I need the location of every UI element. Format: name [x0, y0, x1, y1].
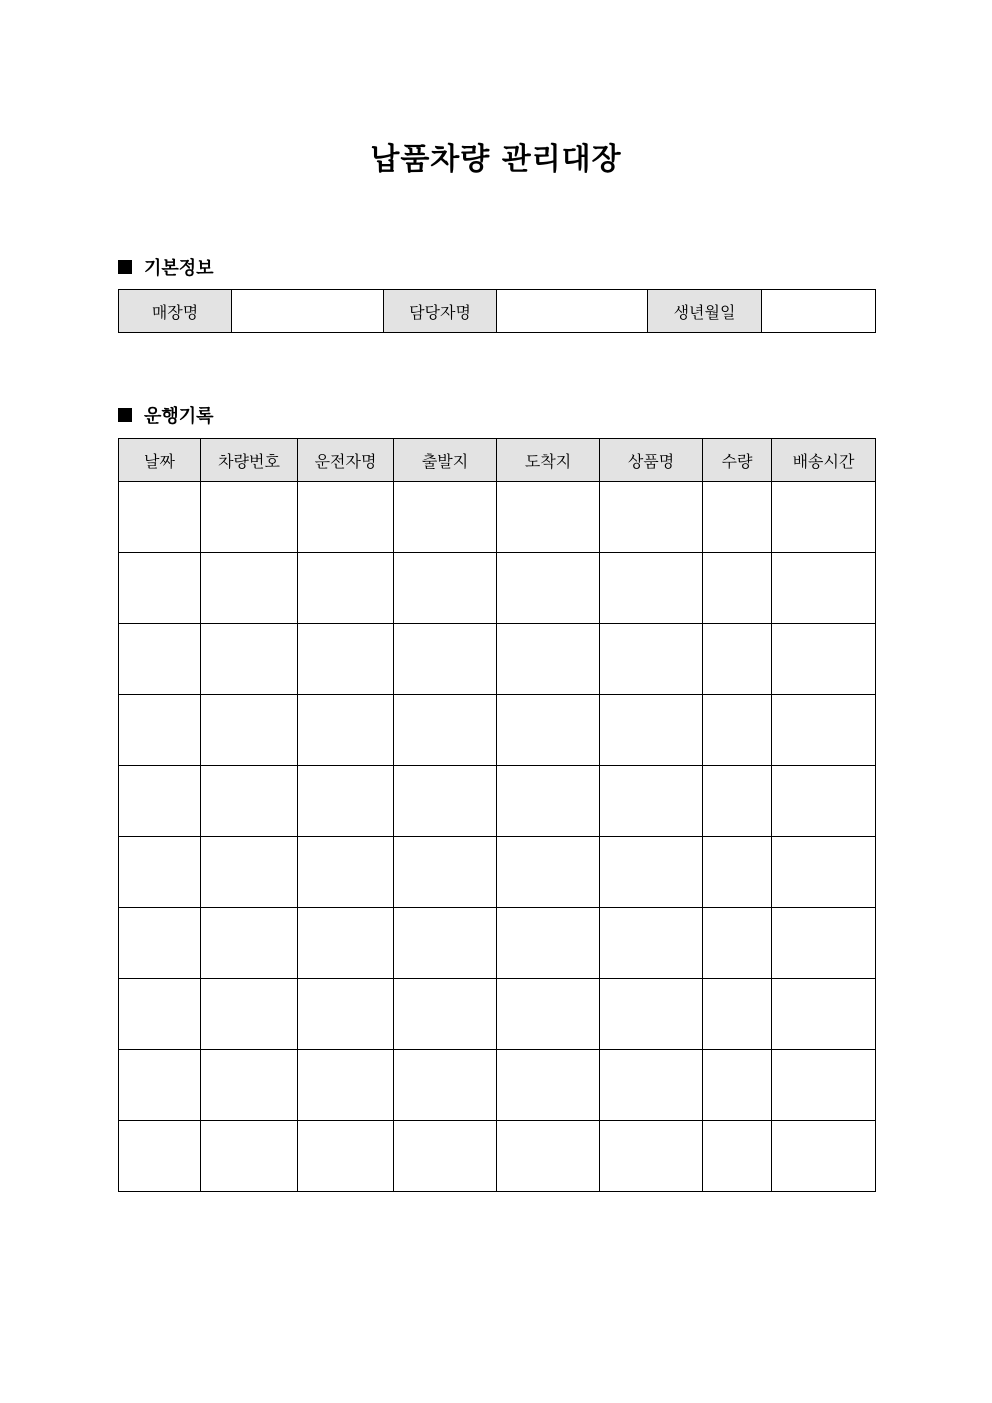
birth-date-label: 생년월일: [648, 290, 762, 333]
store-name-label: 매장명: [119, 290, 232, 333]
table-cell[interactable]: [119, 553, 201, 624]
table-cell[interactable]: [703, 1050, 772, 1121]
table-cell[interactable]: [497, 766, 600, 837]
store-name-field[interactable]: [232, 290, 384, 333]
section-heading-basic-info: [118, 254, 214, 280]
table-row: [119, 766, 876, 837]
table-cell[interactable]: [772, 695, 876, 766]
table-cell[interactable]: [119, 695, 201, 766]
table-cell[interactable]: [703, 908, 772, 979]
table-row: [119, 482, 876, 553]
basic-info-table: [118, 289, 876, 333]
section-heading-label: 운행기록: [144, 406, 214, 427]
table-cell[interactable]: [119, 1050, 201, 1121]
table-cell[interactable]: [201, 837, 298, 908]
table-cell[interactable]: [703, 553, 772, 624]
table-cell[interactable]: [497, 553, 600, 624]
table-header-row: [119, 439, 876, 482]
table-cell[interactable]: [600, 837, 703, 908]
table-cell[interactable]: [703, 1121, 772, 1192]
table-cell[interactable]: [772, 553, 876, 624]
table-cell[interactable]: [394, 908, 497, 979]
manager-name-field[interactable]: [497, 290, 648, 333]
table-cell[interactable]: [119, 837, 201, 908]
table-cell[interactable]: [119, 908, 201, 979]
table-cell[interactable]: [600, 482, 703, 553]
table-cell[interactable]: [119, 1121, 201, 1192]
table-cell[interactable]: [201, 695, 298, 766]
table-cell[interactable]: [394, 624, 497, 695]
table-cell[interactable]: [772, 837, 876, 908]
table-cell[interactable]: [119, 766, 201, 837]
table-cell[interactable]: [600, 1050, 703, 1121]
table-cell[interactable]: [298, 766, 394, 837]
table-row: [119, 1121, 876, 1192]
table-cell[interactable]: [772, 1121, 876, 1192]
record-table-body: [119, 482, 876, 1192]
table-cell[interactable]: [394, 1050, 497, 1121]
table-row: [119, 979, 876, 1050]
table-cell[interactable]: [394, 766, 497, 837]
table-cell[interactable]: [772, 624, 876, 695]
table-cell[interactable]: [201, 482, 298, 553]
table-cell[interactable]: [394, 482, 497, 553]
table-cell[interactable]: [298, 979, 394, 1050]
table-cell[interactable]: [497, 482, 600, 553]
table-cell[interactable]: [772, 908, 876, 979]
table-cell[interactable]: [298, 908, 394, 979]
table-cell[interactable]: [201, 1121, 298, 1192]
table-cell[interactable]: [600, 553, 703, 624]
table-cell[interactable]: [201, 766, 298, 837]
section-heading-label: 기본정보: [144, 258, 214, 279]
table-cell[interactable]: [497, 1121, 600, 1192]
table-cell[interactable]: [298, 1121, 394, 1192]
column-header-product-name: 상품명: [600, 439, 703, 482]
table-cell[interactable]: [600, 908, 703, 979]
table-cell[interactable]: [772, 766, 876, 837]
table-cell[interactable]: [201, 979, 298, 1050]
table-cell[interactable]: [703, 979, 772, 1050]
driving-record-table: [118, 438, 876, 1192]
table-cell[interactable]: [497, 908, 600, 979]
table-row: [119, 553, 876, 624]
table-cell[interactable]: [119, 979, 201, 1050]
table-cell[interactable]: [703, 766, 772, 837]
table-cell[interactable]: [600, 695, 703, 766]
table-cell[interactable]: [703, 695, 772, 766]
table-cell[interactable]: [119, 482, 201, 553]
table-cell[interactable]: [394, 1121, 497, 1192]
table-cell[interactable]: [394, 553, 497, 624]
table-cell[interactable]: [298, 482, 394, 553]
table-cell[interactable]: [394, 695, 497, 766]
table-cell[interactable]: [497, 837, 600, 908]
column-header-quantity: 수량: [703, 439, 772, 482]
table-cell[interactable]: [600, 766, 703, 837]
table-cell[interactable]: [394, 979, 497, 1050]
table-cell[interactable]: [298, 624, 394, 695]
table-row: [119, 695, 876, 766]
table-cell[interactable]: [201, 624, 298, 695]
column-header-delivery-time: 배송시간: [772, 439, 876, 482]
table-cell[interactable]: [772, 979, 876, 1050]
table-cell[interactable]: [600, 979, 703, 1050]
square-bullet-icon: [118, 408, 132, 422]
table-row: [119, 624, 876, 695]
manager-name-label: 담당자명: [384, 290, 497, 333]
column-header-date: 날짜: [119, 439, 201, 482]
table-cell[interactable]: [772, 1050, 876, 1121]
table-cell[interactable]: [600, 624, 703, 695]
table-cell[interactable]: [772, 482, 876, 553]
table-cell[interactable]: [201, 908, 298, 979]
table-cell[interactable]: [298, 1050, 394, 1121]
table-cell[interactable]: [298, 695, 394, 766]
column-header-destination: 도착지: [497, 439, 600, 482]
table-cell[interactable]: [394, 837, 497, 908]
section-heading-records: [118, 402, 214, 428]
table-cell[interactable]: [298, 837, 394, 908]
birth-date-field[interactable]: [762, 290, 876, 333]
table-cell[interactable]: [497, 1050, 600, 1121]
table-cell[interactable]: [497, 624, 600, 695]
table-cell[interactable]: [703, 837, 772, 908]
table-row: [119, 1050, 876, 1121]
table-cell[interactable]: [703, 482, 772, 553]
table-cell[interactable]: [497, 695, 600, 766]
table-cell[interactable]: [201, 553, 298, 624]
table-cell[interactable]: [497, 979, 600, 1050]
table-row: [119, 908, 876, 979]
table-row: [119, 837, 876, 908]
table-cell[interactable]: [298, 553, 394, 624]
column-header-driver-name: 운전자명: [298, 439, 394, 482]
table-cell[interactable]: [119, 624, 201, 695]
column-header-origin: 출발지: [394, 439, 497, 482]
square-bullet-icon: [118, 260, 132, 274]
document-title: 납품차량 관리대장: [370, 142, 622, 177]
column-header-vehicle-number: 차량번호: [201, 439, 298, 482]
table-cell[interactable]: [201, 1050, 298, 1121]
table-cell[interactable]: [703, 624, 772, 695]
table-cell[interactable]: [600, 1121, 703, 1192]
